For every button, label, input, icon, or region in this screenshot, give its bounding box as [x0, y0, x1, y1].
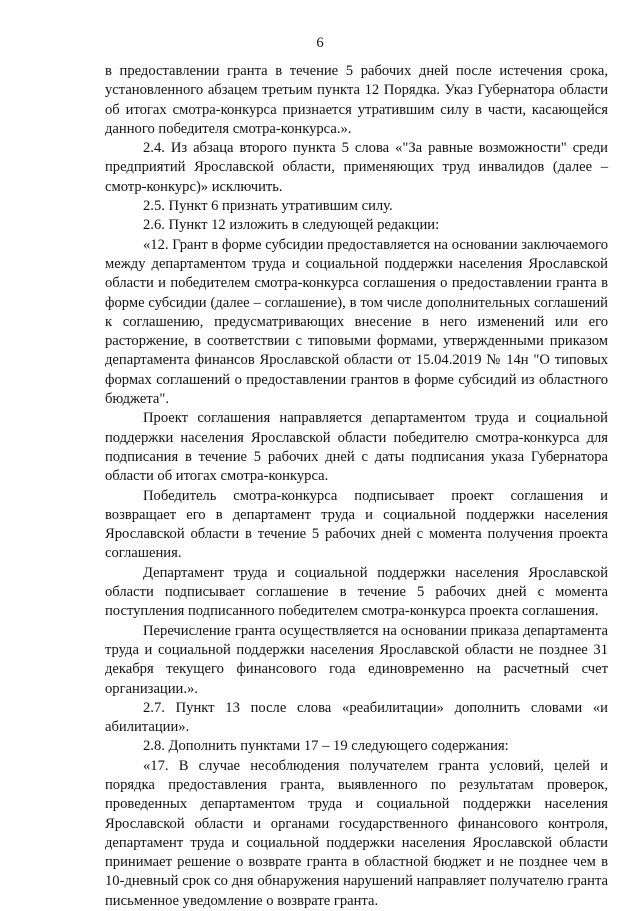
page-number: 6 — [316, 35, 324, 51]
paragraph: Департамент труда и социальной поддержки населения Ярославской области подписывает соглашение в течение 5 рабочих дней с момента поступления подписанного победителем смотра-конкурса проекта соглашения. — [105, 564, 608, 620]
paragraph: в предоставлении гранта в течение 5 рабочих дней после истечения срока, установленного абзацем третьим пункта 12 Порядка. Указ Губернатора области об итогах смотра-конкурса признается утратившим силу в части, касающейся данного победителя смотра-конкурса.». — [105, 63, 608, 137]
paragraph: Проект соглашения направляется департаментом труда и социальной поддержки населения Ярославской области победителю смотра-конкурса для подписания в течение 5 рабочих дней с даты подписания указа Губернатора области об итогах смотра-конкурса. — [105, 410, 608, 485]
document-body — [105, 62, 608, 911]
paragraph: 2.5. Пункт 6 признать утратившим силу. — [143, 198, 393, 215]
paragraph: 2.8. Дополнить пунктами 17 – 19 следующего содержания: — [143, 738, 509, 755]
paragraph: «17. В случае несоблюдения получателем гранта условий, целей и порядка предоставления гранта, выявленного по результатам проверок, проведенных департаментом труда и социальной поддержки населения Ярославской области и органами государственного финансового контроля, департамент труда и социальной поддержки населения Ярославской области принимает решение о возврате гранта в областной бюджет и не позднее чем в 10-дневный срок со дня обнаружения нарушений направляет получателю гранта письменное уведомление о возврате гранта. — [105, 757, 608, 909]
paragraph: 2.6. Пункт 12 изложить в следующей редакции: — [143, 217, 440, 234]
paragraph: 2.7. Пункт 13 после слова «реабилитации» дополнить словами «и абилитации». — [105, 699, 608, 736]
paragraph: 2.4. Из абзаца второго пункта 5 слова «"За равные возможности" среди предприятий Ярославской области, применяющих труд инвалидов (далее – смотр-конкурс)» исключить. — [105, 140, 608, 195]
paragraph: «12. Грант в форме субсидии предоставляется на основании заключаемого между департаментом труда и социальной поддержки населения Ярославской области и победителем смотра-конкурса соглашения о предоставлении гранта в форме субсидии (далее – соглашение), в том числе дополнительных соглашений к соглашению, предусматривающих внесение в него изменений или его расторжение, в соответствии с типовыми формами, утвержденными приказом департамента финансов Ярославской области от 15.04.2019 № 14н "О типовых формах соглашений о предоставлении грантов в форме субсидий из областного бюджета". — [105, 236, 608, 408]
paragraph: Перечисление гранта осуществляется на основании приказа департамента труда и социальной поддержки населения Ярославской области не позднее 31 декабря текущего финансового года единовременно на расчетный счет организации.». — [105, 622, 608, 697]
paragraph: Победитель смотра-конкурса подписывает проект соглашения и возвращает его в департамент труда и социальной поддержки населения Ярославской области в течение 5 рабочих дней с момента получения проекта соглашения. — [105, 487, 608, 562]
